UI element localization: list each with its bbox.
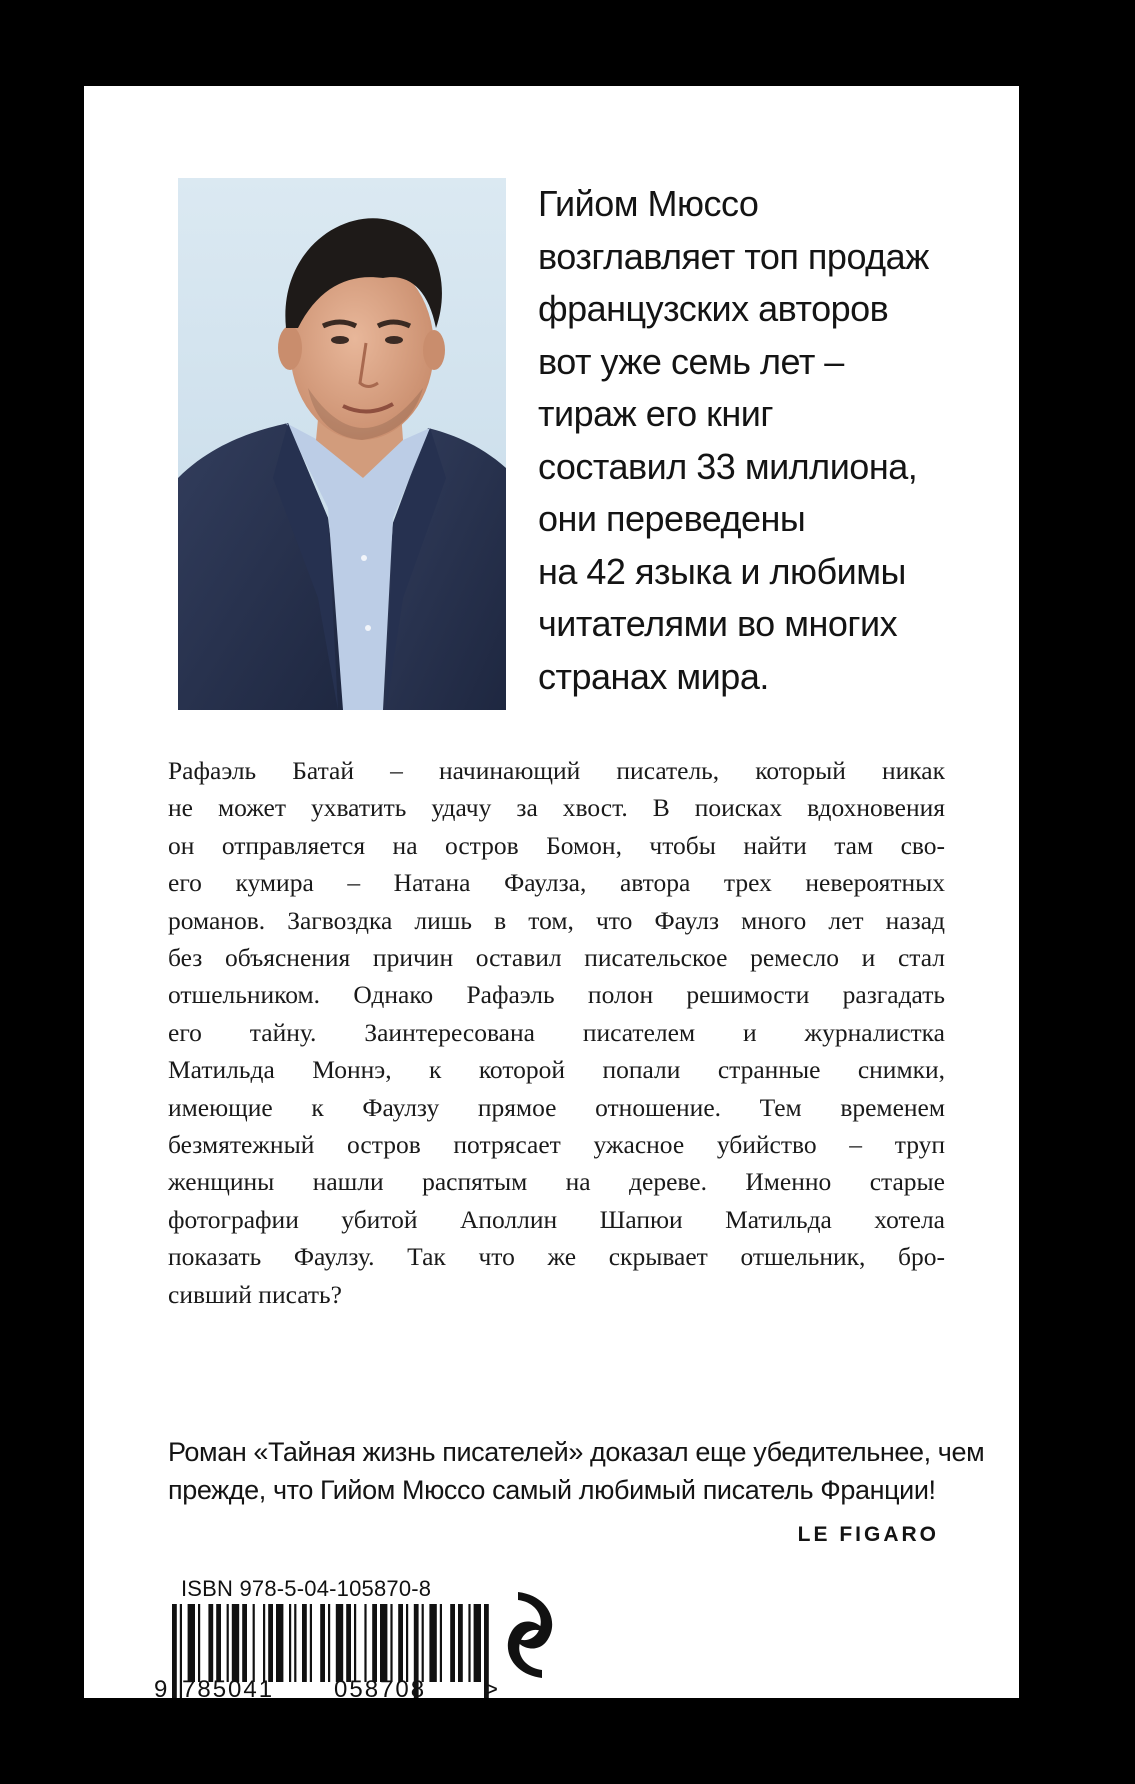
barcode-bar [208,1604,213,1682]
barcode-bar [216,1604,221,1682]
author-blurb-line: вот уже семь лет – [538,340,844,382]
barcode-first-digit: 9 [154,1676,168,1698]
author-blurb-line: составил 33 миллиона, [538,445,918,487]
barcode-bar [422,1604,424,1682]
synopsis-line: он отправляется на остров Бомон, чтобы найти там сво- [168,830,945,860]
synopsis-line: его кумира – Натана Фаулза, автора трех невероятных [168,868,945,898]
author-blurb-line: они переведены [538,498,806,539]
barcode-bar [328,1604,330,1682]
barcode-bar [346,1604,351,1682]
barcode-bar [406,1604,408,1682]
barcode-bar [198,1604,200,1682]
author-blurb-line: французских авторов [538,288,889,329]
barcode-bar [227,1604,229,1682]
barcode-bar [310,1604,312,1682]
author-blurb-line: читателями во многих [538,603,898,644]
isbn-number: ISBN 978-5-04-105870-8 [181,1576,432,1601]
barcode-bar [253,1604,255,1682]
author-blurb-line: тираж его книг [538,393,773,434]
barcode-bar [172,1604,177,1698]
barcode-bar [294,1604,296,1682]
barcode-bar [372,1604,377,1682]
author-blurb [538,178,958,703]
barcode-bar [474,1604,481,1682]
barcode-bar [268,1604,273,1682]
back-cover [84,86,1019,1698]
author-photo [178,178,506,710]
synopsis-line: показать Фаулзу. Так что же скрывает отшельник, бро- [168,1242,945,1272]
barcode-bar [364,1604,366,1682]
author-blurb-line: странах мира. [538,655,769,697]
barcode-left-group: 785041 [182,1676,275,1698]
barcode-bar [429,1604,436,1682]
quote-source: LE FIGARO [797,1523,939,1546]
publisher-logo-icon [498,1586,562,1684]
barcode-end-mark: > [484,1676,499,1698]
synopsis-line: сивший писать? [168,1279,342,1309]
synopsis-line: Матильда Моннэ, к которой попали странные снимки, [168,1055,945,1085]
synopsis-line: романов. Загвоздка лишь в том, что Фаулз много лет назад [168,905,945,935]
barcode-bar [336,1604,343,1682]
barcode-bar [320,1604,325,1682]
barcode-bar [242,1604,247,1682]
synopsis-line: безмятежный остров потрясает ужасное убийство – труп [168,1130,945,1160]
quote-line: Роман «Тайная жизнь писателей» доказал еще убедительнее, чем [168,1437,985,1467]
barcode-bar [232,1604,239,1682]
synopsis-line: его тайну. Заинтересована писателем и журналистка [168,1017,945,1047]
barcode-bar [398,1604,403,1682]
book-synopsis [168,752,945,1313]
barcode-right-group: 058708 [334,1676,427,1698]
synopsis-line: Рафаэль Батай – начинающий писатель, который никак [168,756,945,785]
barcode-bar [458,1604,463,1682]
author-blurb-line: Гийом Мюссо [538,183,759,224]
barcode-bar [302,1604,307,1682]
synopsis-line: имеющие к Фаулзу прямое отношение. Тем временем [168,1092,945,1122]
barcode-bar [276,1604,283,1682]
barcode-bar [263,1604,265,1682]
synopsis-line: фотографии убитой Аполлин Шапюи Матильда хотела [168,1204,945,1234]
synopsis-line: отшельником. Однако Рафаэль полон решимости разгадать [168,980,945,1010]
barcode-bar [380,1604,387,1682]
barcode-bar [450,1604,455,1682]
author-blurb-line: возглавляет топ продаж [538,235,929,277]
press-quote [168,1433,985,1509]
barcode-bar [354,1604,356,1682]
synopsis-line: женщины нашли распятым на дереве. Именно старые [168,1167,945,1197]
quote-line: прежде, что Гийом Мюссо самый любимый писатель Франции! [168,1475,936,1505]
barcode-bar [468,1604,470,1682]
barcode-bar [289,1604,291,1682]
synopsis-line: не может ухватить удачу за хвост. В поисках вдохновения [168,793,945,823]
barcode-bar [440,1604,442,1682]
synopsis-line: без объяснения причин оставил писательское ремесло и стал [168,943,945,973]
barcode-bar [390,1604,392,1682]
barcode-bar [188,1604,195,1682]
author-blurb-line: на 42 языка и любимы [538,550,906,592]
